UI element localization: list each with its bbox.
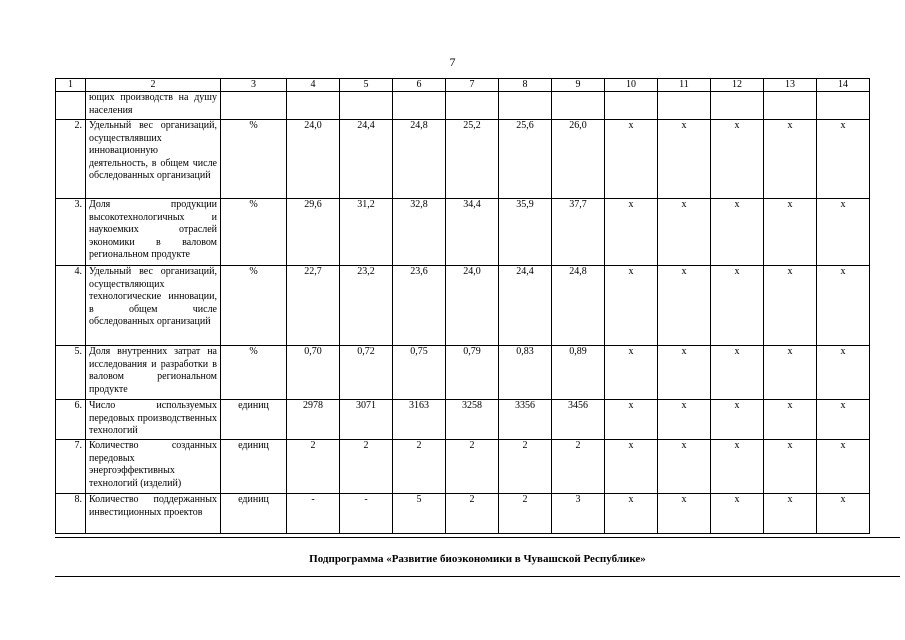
row-number: 3. bbox=[56, 199, 86, 266]
value-cell: 34,4 bbox=[446, 199, 499, 266]
value-cell: x bbox=[711, 400, 764, 440]
column-header: 10 bbox=[605, 79, 658, 92]
value-cell: x bbox=[711, 494, 764, 534]
table-row bbox=[56, 494, 870, 534]
indicator-name: Доля продукции высокотехнологичных и наукоемких отраслей экономики в валовом региональном продукте bbox=[86, 199, 221, 266]
value-cell: 22,7 bbox=[287, 266, 340, 346]
value-cell: 2 bbox=[340, 440, 393, 494]
value-cell: 3071 bbox=[340, 400, 393, 440]
row-number: 6. bbox=[56, 400, 86, 440]
value-cell: 35,9 bbox=[499, 199, 552, 266]
column-header: 7 bbox=[446, 79, 499, 92]
column-header: 9 bbox=[552, 79, 605, 92]
value-cell bbox=[446, 92, 499, 120]
indicator-name: Удельный вес организаций, осуществляющих технологические инновации, в общем числе обследованных организаций bbox=[86, 266, 221, 346]
value-cell: x bbox=[658, 440, 711, 494]
value-cell bbox=[605, 92, 658, 120]
column-header: 8 bbox=[499, 79, 552, 92]
value-cell bbox=[499, 92, 552, 120]
table-row bbox=[56, 440, 870, 494]
value-cell: x bbox=[764, 400, 817, 440]
value-cell: 24,8 bbox=[552, 266, 605, 346]
value-cell: x bbox=[658, 120, 711, 199]
value-cell: 3 bbox=[552, 494, 605, 534]
value-cell: x bbox=[605, 346, 658, 400]
value-cell: 3258 bbox=[446, 400, 499, 440]
column-header: 5 bbox=[340, 79, 393, 92]
value-cell: 0,79 bbox=[446, 346, 499, 400]
value-cell: 25,2 bbox=[446, 120, 499, 199]
value-cell bbox=[287, 92, 340, 120]
subprogram-section bbox=[55, 537, 900, 577]
unit-cell: % bbox=[221, 346, 287, 400]
value-cell: x bbox=[605, 266, 658, 346]
value-cell: 37,7 bbox=[552, 199, 605, 266]
value-cell: 32,8 bbox=[393, 199, 446, 266]
value-cell: x bbox=[711, 266, 764, 346]
indicators-table bbox=[55, 78, 870, 534]
value-cell: 24,8 bbox=[393, 120, 446, 199]
value-cell bbox=[393, 92, 446, 120]
value-cell: 2 bbox=[287, 440, 340, 494]
table-row bbox=[56, 400, 870, 440]
value-cell: 2 bbox=[446, 494, 499, 534]
value-cell: x bbox=[658, 494, 711, 534]
value-cell: x bbox=[711, 440, 764, 494]
value-cell bbox=[711, 92, 764, 120]
value-cell: x bbox=[764, 199, 817, 266]
value-cell: x bbox=[817, 266, 870, 346]
value-cell: 0,75 bbox=[393, 346, 446, 400]
value-cell: x bbox=[817, 199, 870, 266]
value-cell: x bbox=[817, 346, 870, 400]
value-cell bbox=[817, 92, 870, 120]
value-cell: x bbox=[817, 440, 870, 494]
value-cell: - bbox=[340, 494, 393, 534]
value-cell: x bbox=[605, 120, 658, 199]
value-cell: x bbox=[764, 346, 817, 400]
table-row bbox=[56, 266, 870, 346]
column-header: 14 bbox=[817, 79, 870, 92]
value-cell: x bbox=[658, 266, 711, 346]
table-row bbox=[56, 92, 870, 120]
indicator-name: Доля внутренних затрат на исследования и разработки в валовом региональном продукте bbox=[86, 346, 221, 400]
unit-cell bbox=[221, 92, 287, 120]
unit-cell: % bbox=[221, 266, 287, 346]
value-cell: x bbox=[764, 120, 817, 199]
value-cell: x bbox=[605, 199, 658, 266]
row-number: 2. bbox=[56, 120, 86, 199]
indicator-name: ющих производств на душу населения bbox=[86, 92, 221, 120]
unit-cell: единиц bbox=[221, 494, 287, 534]
value-cell: 0,72 bbox=[340, 346, 393, 400]
column-header: 3 bbox=[221, 79, 287, 92]
value-cell: 0,70 bbox=[287, 346, 340, 400]
value-cell: 31,2 bbox=[340, 199, 393, 266]
indicator-name: Количество поддержанных инвестиционных проектов bbox=[86, 494, 221, 534]
indicator-name: Удельный вес организаций, осуществлявших инновационную деятельность, в общем числе обследованных организаций bbox=[86, 120, 221, 199]
value-cell: 2 bbox=[552, 440, 605, 494]
value-cell: 0,83 bbox=[499, 346, 552, 400]
value-cell: x bbox=[764, 440, 817, 494]
column-header: 13 bbox=[764, 79, 817, 92]
column-header: 4 bbox=[287, 79, 340, 92]
value-cell: 2 bbox=[499, 494, 552, 534]
column-header: 1 bbox=[56, 79, 86, 92]
value-cell: x bbox=[817, 494, 870, 534]
value-cell: x bbox=[764, 266, 817, 346]
value-cell: 5 bbox=[393, 494, 446, 534]
value-cell: 3456 bbox=[552, 400, 605, 440]
value-cell: 25,6 bbox=[499, 120, 552, 199]
indicator-name: Число используемых передовых производственных технологий bbox=[86, 400, 221, 440]
value-cell: 0,89 bbox=[552, 346, 605, 400]
value-cell: x bbox=[658, 346, 711, 400]
value-cell: 24,4 bbox=[340, 120, 393, 199]
column-header: 11 bbox=[658, 79, 711, 92]
row-number: 7. bbox=[56, 440, 86, 494]
table-row bbox=[56, 199, 870, 266]
table-row bbox=[56, 120, 870, 199]
table-row bbox=[56, 346, 870, 400]
value-cell: x bbox=[605, 440, 658, 494]
value-cell: 2978 bbox=[287, 400, 340, 440]
unit-cell: единиц bbox=[221, 440, 287, 494]
value-cell bbox=[764, 92, 817, 120]
unit-cell: % bbox=[221, 120, 287, 199]
value-cell: 24,0 bbox=[287, 120, 340, 199]
value-cell: x bbox=[817, 120, 870, 199]
column-header: 6 bbox=[393, 79, 446, 92]
row-number: 4. bbox=[56, 266, 86, 346]
row-number: 5. bbox=[56, 346, 86, 400]
value-cell: 24,4 bbox=[499, 266, 552, 346]
value-cell: 2 bbox=[393, 440, 446, 494]
value-cell: x bbox=[658, 400, 711, 440]
row-number bbox=[56, 92, 86, 120]
value-cell: 29,6 bbox=[287, 199, 340, 266]
value-cell: 3356 bbox=[499, 400, 552, 440]
value-cell: x bbox=[711, 346, 764, 400]
value-cell: 26,0 bbox=[552, 120, 605, 199]
value-cell bbox=[340, 92, 393, 120]
value-cell: 24,0 bbox=[446, 266, 499, 346]
value-cell: 23,6 bbox=[393, 266, 446, 346]
value-cell: x bbox=[711, 199, 764, 266]
page-number: 7 bbox=[449, 55, 456, 69]
value-cell: x bbox=[605, 494, 658, 534]
value-cell: x bbox=[658, 199, 711, 266]
subprogram-title: Подпрограмма «Развитие биоэкономики в Чувашской Республике» bbox=[309, 553, 646, 565]
column-header: 2 bbox=[86, 79, 221, 92]
unit-cell: % bbox=[221, 199, 287, 266]
value-cell: x bbox=[764, 494, 817, 534]
column-number-header-row bbox=[56, 79, 870, 92]
value-cell: 2 bbox=[446, 440, 499, 494]
value-cell: x bbox=[711, 120, 764, 199]
indicator-name: Количество созданных передовых энергоэффективных технологий (изделий) bbox=[86, 440, 221, 494]
value-cell: x bbox=[605, 400, 658, 440]
value-cell bbox=[552, 92, 605, 120]
value-cell: 23,2 bbox=[340, 266, 393, 346]
value-cell: x bbox=[817, 400, 870, 440]
value-cell: 3163 bbox=[393, 400, 446, 440]
value-cell bbox=[658, 92, 711, 120]
column-header: 12 bbox=[711, 79, 764, 92]
value-cell: 2 bbox=[499, 440, 552, 494]
row-number: 8. bbox=[56, 494, 86, 534]
value-cell: - bbox=[287, 494, 340, 534]
unit-cell: единиц bbox=[221, 400, 287, 440]
